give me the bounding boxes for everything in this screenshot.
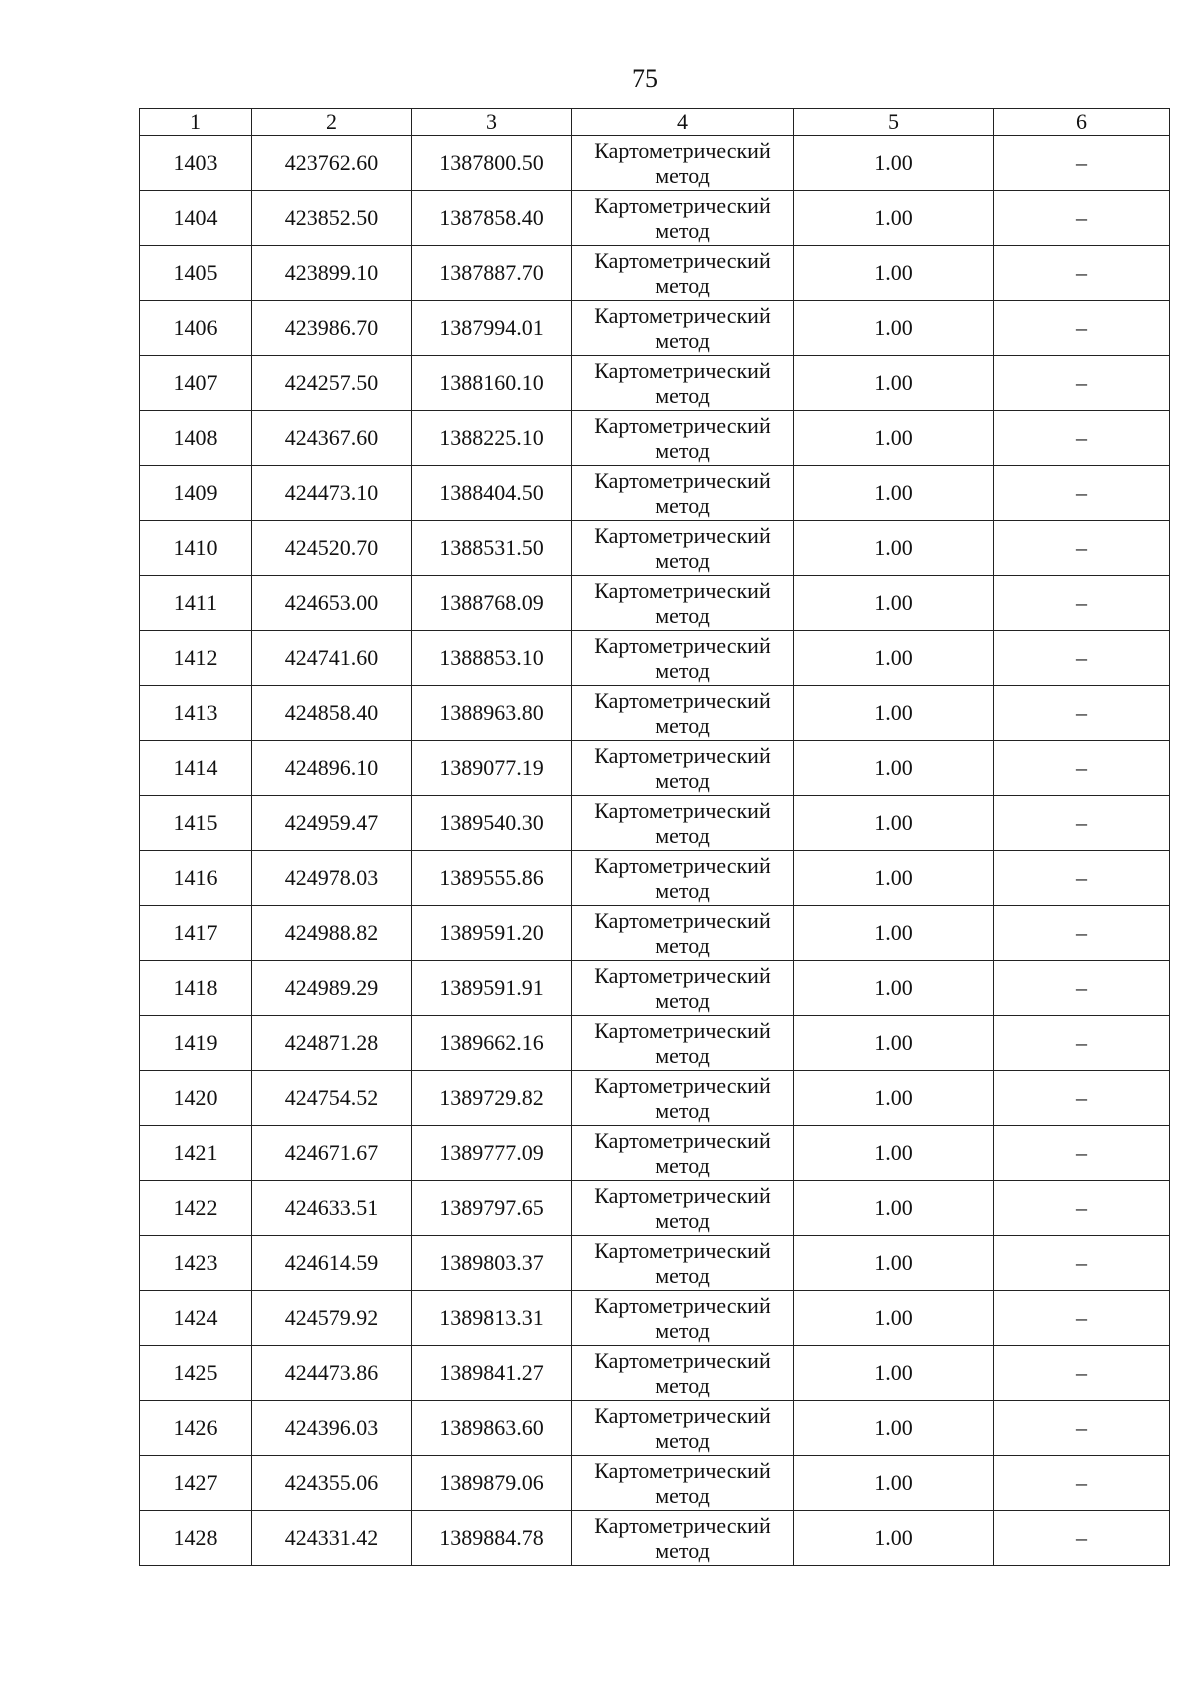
method-line-1: Картометрический [594,798,771,823]
coordinate-x: 423899.10 [252,246,412,301]
coordinate-y: 1389797.65 [412,1181,572,1236]
determination-method [572,411,794,466]
determination-method [572,906,794,961]
coordinate-y: 1388225.10 [412,411,572,466]
method-line-1: Картометрический [594,193,771,218]
method-line-2: метод [655,273,710,298]
method-line-2: метод [655,1098,710,1123]
coordinate-y: 1389884.78 [412,1511,572,1566]
table-row [140,1511,1170,1566]
method-line-2: метод [655,603,710,628]
coordinate-x: 424614.59 [252,1236,412,1291]
determination-method [572,191,794,246]
method-line-1: Картометрический [594,578,771,603]
method-line-1: Картометрический [594,1403,771,1428]
method-line-2: метод [655,1153,710,1178]
point-number: 1421 [140,1126,252,1181]
determination-method [572,1071,794,1126]
method-line-2: метод [655,328,710,353]
method-line-2: метод [655,163,710,188]
table-row [140,576,1170,631]
accuracy-value: 1.00 [794,1071,994,1126]
column-header-1: 1 [140,109,252,136]
coordinate-x: 424473.10 [252,466,412,521]
coordinate-y: 1389729.82 [412,1071,572,1126]
accuracy-value: 1.00 [794,246,994,301]
accuracy-value: 1.00 [794,1181,994,1236]
method-line-1: Картометрический [594,633,771,658]
column-header-6: 6 [994,109,1170,136]
method-line-2: метод [655,1208,710,1233]
point-number: 1411 [140,576,252,631]
method-line-1: Картометрический [594,688,771,713]
note-cell: – [994,1401,1170,1456]
coordinate-y: 1389813.31 [412,1291,572,1346]
method-line-2: метод [655,1318,710,1343]
note-cell: – [994,246,1170,301]
determination-method [572,686,794,741]
coordinate-x: 424896.10 [252,741,412,796]
point-number: 1422 [140,1181,252,1236]
accuracy-value: 1.00 [794,466,994,521]
coordinate-x: 424396.03 [252,1401,412,1456]
coordinate-x: 424257.50 [252,356,412,411]
determination-method [572,301,794,356]
point-number: 1409 [140,466,252,521]
accuracy-value: 1.00 [794,631,994,686]
table-row [140,136,1170,191]
method-line-2: метод [655,658,710,683]
coordinate-x: 424989.29 [252,961,412,1016]
method-line-2: метод [655,1538,710,1563]
column-header-5: 5 [794,109,994,136]
note-cell: – [994,1236,1170,1291]
determination-method [572,741,794,796]
point-number: 1424 [140,1291,252,1346]
accuracy-value: 1.00 [794,411,994,466]
note-cell: – [994,411,1170,466]
determination-method [572,576,794,631]
accuracy-value: 1.00 [794,1456,994,1511]
note-cell: – [994,301,1170,356]
coordinate-x: 424579.92 [252,1291,412,1346]
accuracy-value: 1.00 [794,686,994,741]
determination-method [572,1236,794,1291]
note-cell: – [994,1291,1170,1346]
coordinate-y: 1389540.30 [412,796,572,851]
method-line-1: Картометрический [594,743,771,768]
accuracy-value: 1.00 [794,906,994,961]
coordinate-y: 1387887.70 [412,246,572,301]
method-line-2: метод [655,988,710,1013]
table-row [140,686,1170,741]
coordinate-y: 1388853.10 [412,631,572,686]
method-line-2: метод [655,548,710,573]
table-row [140,961,1170,1016]
note-cell: – [994,961,1170,1016]
table-row [140,1401,1170,1456]
coordinate-y: 1389662.16 [412,1016,572,1071]
point-number: 1419 [140,1016,252,1071]
coordinate-x: 424978.03 [252,851,412,906]
coordinate-x: 423762.60 [252,136,412,191]
coordinate-y: 1389591.91 [412,961,572,1016]
method-line-1: Картометрический [594,1238,771,1263]
method-line-2: метод [655,878,710,903]
note-cell: – [994,136,1170,191]
determination-method [572,961,794,1016]
method-line-1: Картометрический [594,1183,771,1208]
point-number: 1413 [140,686,252,741]
note-cell: – [994,1456,1170,1511]
note-cell: – [994,191,1170,246]
coordinate-y: 1389555.86 [412,851,572,906]
table-row [140,1071,1170,1126]
point-number: 1410 [140,521,252,576]
determination-method [572,1126,794,1181]
coordinate-y: 1388768.09 [412,576,572,631]
determination-method [572,796,794,851]
coordinate-y: 1389879.06 [412,1456,572,1511]
coordinate-x: 424871.28 [252,1016,412,1071]
accuracy-value: 1.00 [794,796,994,851]
accuracy-value: 1.00 [794,1236,994,1291]
note-cell: – [994,1346,1170,1401]
coordinate-y: 1387858.40 [412,191,572,246]
coordinate-y: 1389777.09 [412,1126,572,1181]
table-row [140,1236,1170,1291]
note-cell: – [994,1511,1170,1566]
coordinate-y: 1389863.60 [412,1401,572,1456]
note-cell: – [994,686,1170,741]
table-row [140,1291,1170,1346]
note-cell: – [994,906,1170,961]
coordinate-x: 423986.70 [252,301,412,356]
accuracy-value: 1.00 [794,1016,994,1071]
coordinate-y: 1387800.50 [412,136,572,191]
table-row [140,1016,1170,1071]
point-number: 1405 [140,246,252,301]
coordinate-y: 1389077.19 [412,741,572,796]
table-row [140,741,1170,796]
point-number: 1428 [140,1511,252,1566]
note-cell: – [994,576,1170,631]
accuracy-value: 1.00 [794,136,994,191]
column-header-4: 4 [572,109,794,136]
table-row [140,1126,1170,1181]
table-row [140,521,1170,576]
determination-method [572,1456,794,1511]
point-number: 1407 [140,356,252,411]
point-number: 1418 [140,961,252,1016]
point-number: 1423 [140,1236,252,1291]
method-line-2: метод [655,1428,710,1453]
table-row [140,1346,1170,1401]
header-row [140,109,1170,136]
point-number: 1406 [140,301,252,356]
method-line-2: метод [655,933,710,958]
coordinate-x: 423852.50 [252,191,412,246]
note-cell: – [994,631,1170,686]
coordinate-y: 1388160.10 [412,356,572,411]
determination-method [572,246,794,301]
coordinates-table [139,108,1170,1566]
determination-method [572,521,794,576]
point-number: 1412 [140,631,252,686]
coordinate-y: 1389591.20 [412,906,572,961]
method-line-1: Картометрический [594,1128,771,1153]
note-cell: – [994,356,1170,411]
method-line-2: метод [655,823,710,848]
coordinate-x: 424653.00 [252,576,412,631]
coordinate-x: 424858.40 [252,686,412,741]
method-line-2: метод [655,1043,710,1068]
coordinate-x: 424473.86 [252,1346,412,1401]
method-line-1: Картометрический [594,1513,771,1538]
point-number: 1416 [140,851,252,906]
accuracy-value: 1.00 [794,741,994,796]
method-line-2: метод [655,438,710,463]
determination-method [572,851,794,906]
method-line-2: метод [655,383,710,408]
method-line-2: метод [655,768,710,793]
method-line-2: метод [655,1263,710,1288]
table-row [140,191,1170,246]
coordinate-y: 1387994.01 [412,301,572,356]
table-header [140,109,1170,136]
note-cell: – [994,1181,1170,1236]
method-line-2: метод [655,218,710,243]
point-number: 1403 [140,136,252,191]
coordinate-x: 424671.67 [252,1126,412,1181]
accuracy-value: 1.00 [794,1291,994,1346]
method-line-2: метод [655,493,710,518]
determination-method [572,136,794,191]
coordinate-y: 1388531.50 [412,521,572,576]
point-number: 1408 [140,411,252,466]
determination-method [572,466,794,521]
coordinate-x: 424355.06 [252,1456,412,1511]
coordinate-x: 424520.70 [252,521,412,576]
determination-method [572,356,794,411]
coordinate-x: 424959.47 [252,796,412,851]
accuracy-value: 1.00 [794,576,994,631]
coordinate-y: 1388404.50 [412,466,572,521]
note-cell: – [994,1016,1170,1071]
note-cell: – [994,1126,1170,1181]
method-line-2: метод [655,1483,710,1508]
determination-method [572,1401,794,1456]
coordinate-y: 1389803.37 [412,1236,572,1291]
accuracy-value: 1.00 [794,356,994,411]
table-row [140,466,1170,521]
determination-method [572,1291,794,1346]
method-line-1: Картометрический [594,1073,771,1098]
accuracy-value: 1.00 [794,301,994,356]
method-line-1: Картометрический [594,1018,771,1043]
method-line-1: Картометрический [594,248,771,273]
determination-method [572,1016,794,1071]
table-row [140,1181,1170,1236]
determination-method [572,631,794,686]
accuracy-value: 1.00 [794,1401,994,1456]
table-row [140,1456,1170,1511]
coordinate-y: 1389841.27 [412,1346,572,1401]
table-row [140,796,1170,851]
table-row [140,246,1170,301]
coordinate-y: 1388963.80 [412,686,572,741]
note-cell: – [994,521,1170,576]
determination-method [572,1181,794,1236]
accuracy-value: 1.00 [794,1126,994,1181]
note-cell: – [994,1071,1170,1126]
method-line-1: Картометрический [594,413,771,438]
point-number: 1425 [140,1346,252,1401]
page-number: 75 [632,64,658,93]
method-line-1: Картометрический [594,303,771,328]
point-number: 1427 [140,1456,252,1511]
accuracy-value: 1.00 [794,1346,994,1401]
point-number: 1426 [140,1401,252,1456]
point-number: 1404 [140,191,252,246]
note-cell: – [994,796,1170,851]
table-row [140,851,1170,906]
accuracy-value: 1.00 [794,961,994,1016]
accuracy-value: 1.00 [794,191,994,246]
table-row [140,631,1170,686]
method-line-1: Картометрический [594,138,771,163]
method-line-1: Картометрический [594,468,771,493]
point-number: 1414 [140,741,252,796]
method-line-1: Картометрический [594,1293,771,1318]
method-line-1: Картометрический [594,908,771,933]
point-number: 1415 [140,796,252,851]
method-line-1: Картометрический [594,1458,771,1483]
table-row [140,301,1170,356]
determination-method [572,1511,794,1566]
point-number: 1420 [140,1071,252,1126]
method-line-2: метод [655,1373,710,1398]
method-line-1: Картометрический [594,963,771,988]
method-line-1: Картометрический [594,358,771,383]
column-header-2: 2 [252,109,412,136]
table-body [140,136,1170,1566]
point-number: 1417 [140,906,252,961]
method-line-1: Картометрический [594,523,771,548]
method-line-1: Картометрический [594,853,771,878]
accuracy-value: 1.00 [794,1511,994,1566]
table-row [140,411,1170,466]
note-cell: – [994,851,1170,906]
method-line-2: метод [655,713,710,738]
coordinate-x: 424988.82 [252,906,412,961]
accuracy-value: 1.00 [794,521,994,576]
coordinate-x: 424331.42 [252,1511,412,1566]
accuracy-value: 1.00 [794,851,994,906]
coordinate-x: 424367.60 [252,411,412,466]
coordinate-x: 424633.51 [252,1181,412,1236]
note-cell: – [994,466,1170,521]
coordinate-x: 424741.60 [252,631,412,686]
note-cell: – [994,741,1170,796]
table-row [140,356,1170,411]
coordinate-x: 424754.52 [252,1071,412,1126]
table-row [140,906,1170,961]
determination-method [572,1346,794,1401]
method-line-1: Картометрический [594,1348,771,1373]
column-header-3: 3 [412,109,572,136]
